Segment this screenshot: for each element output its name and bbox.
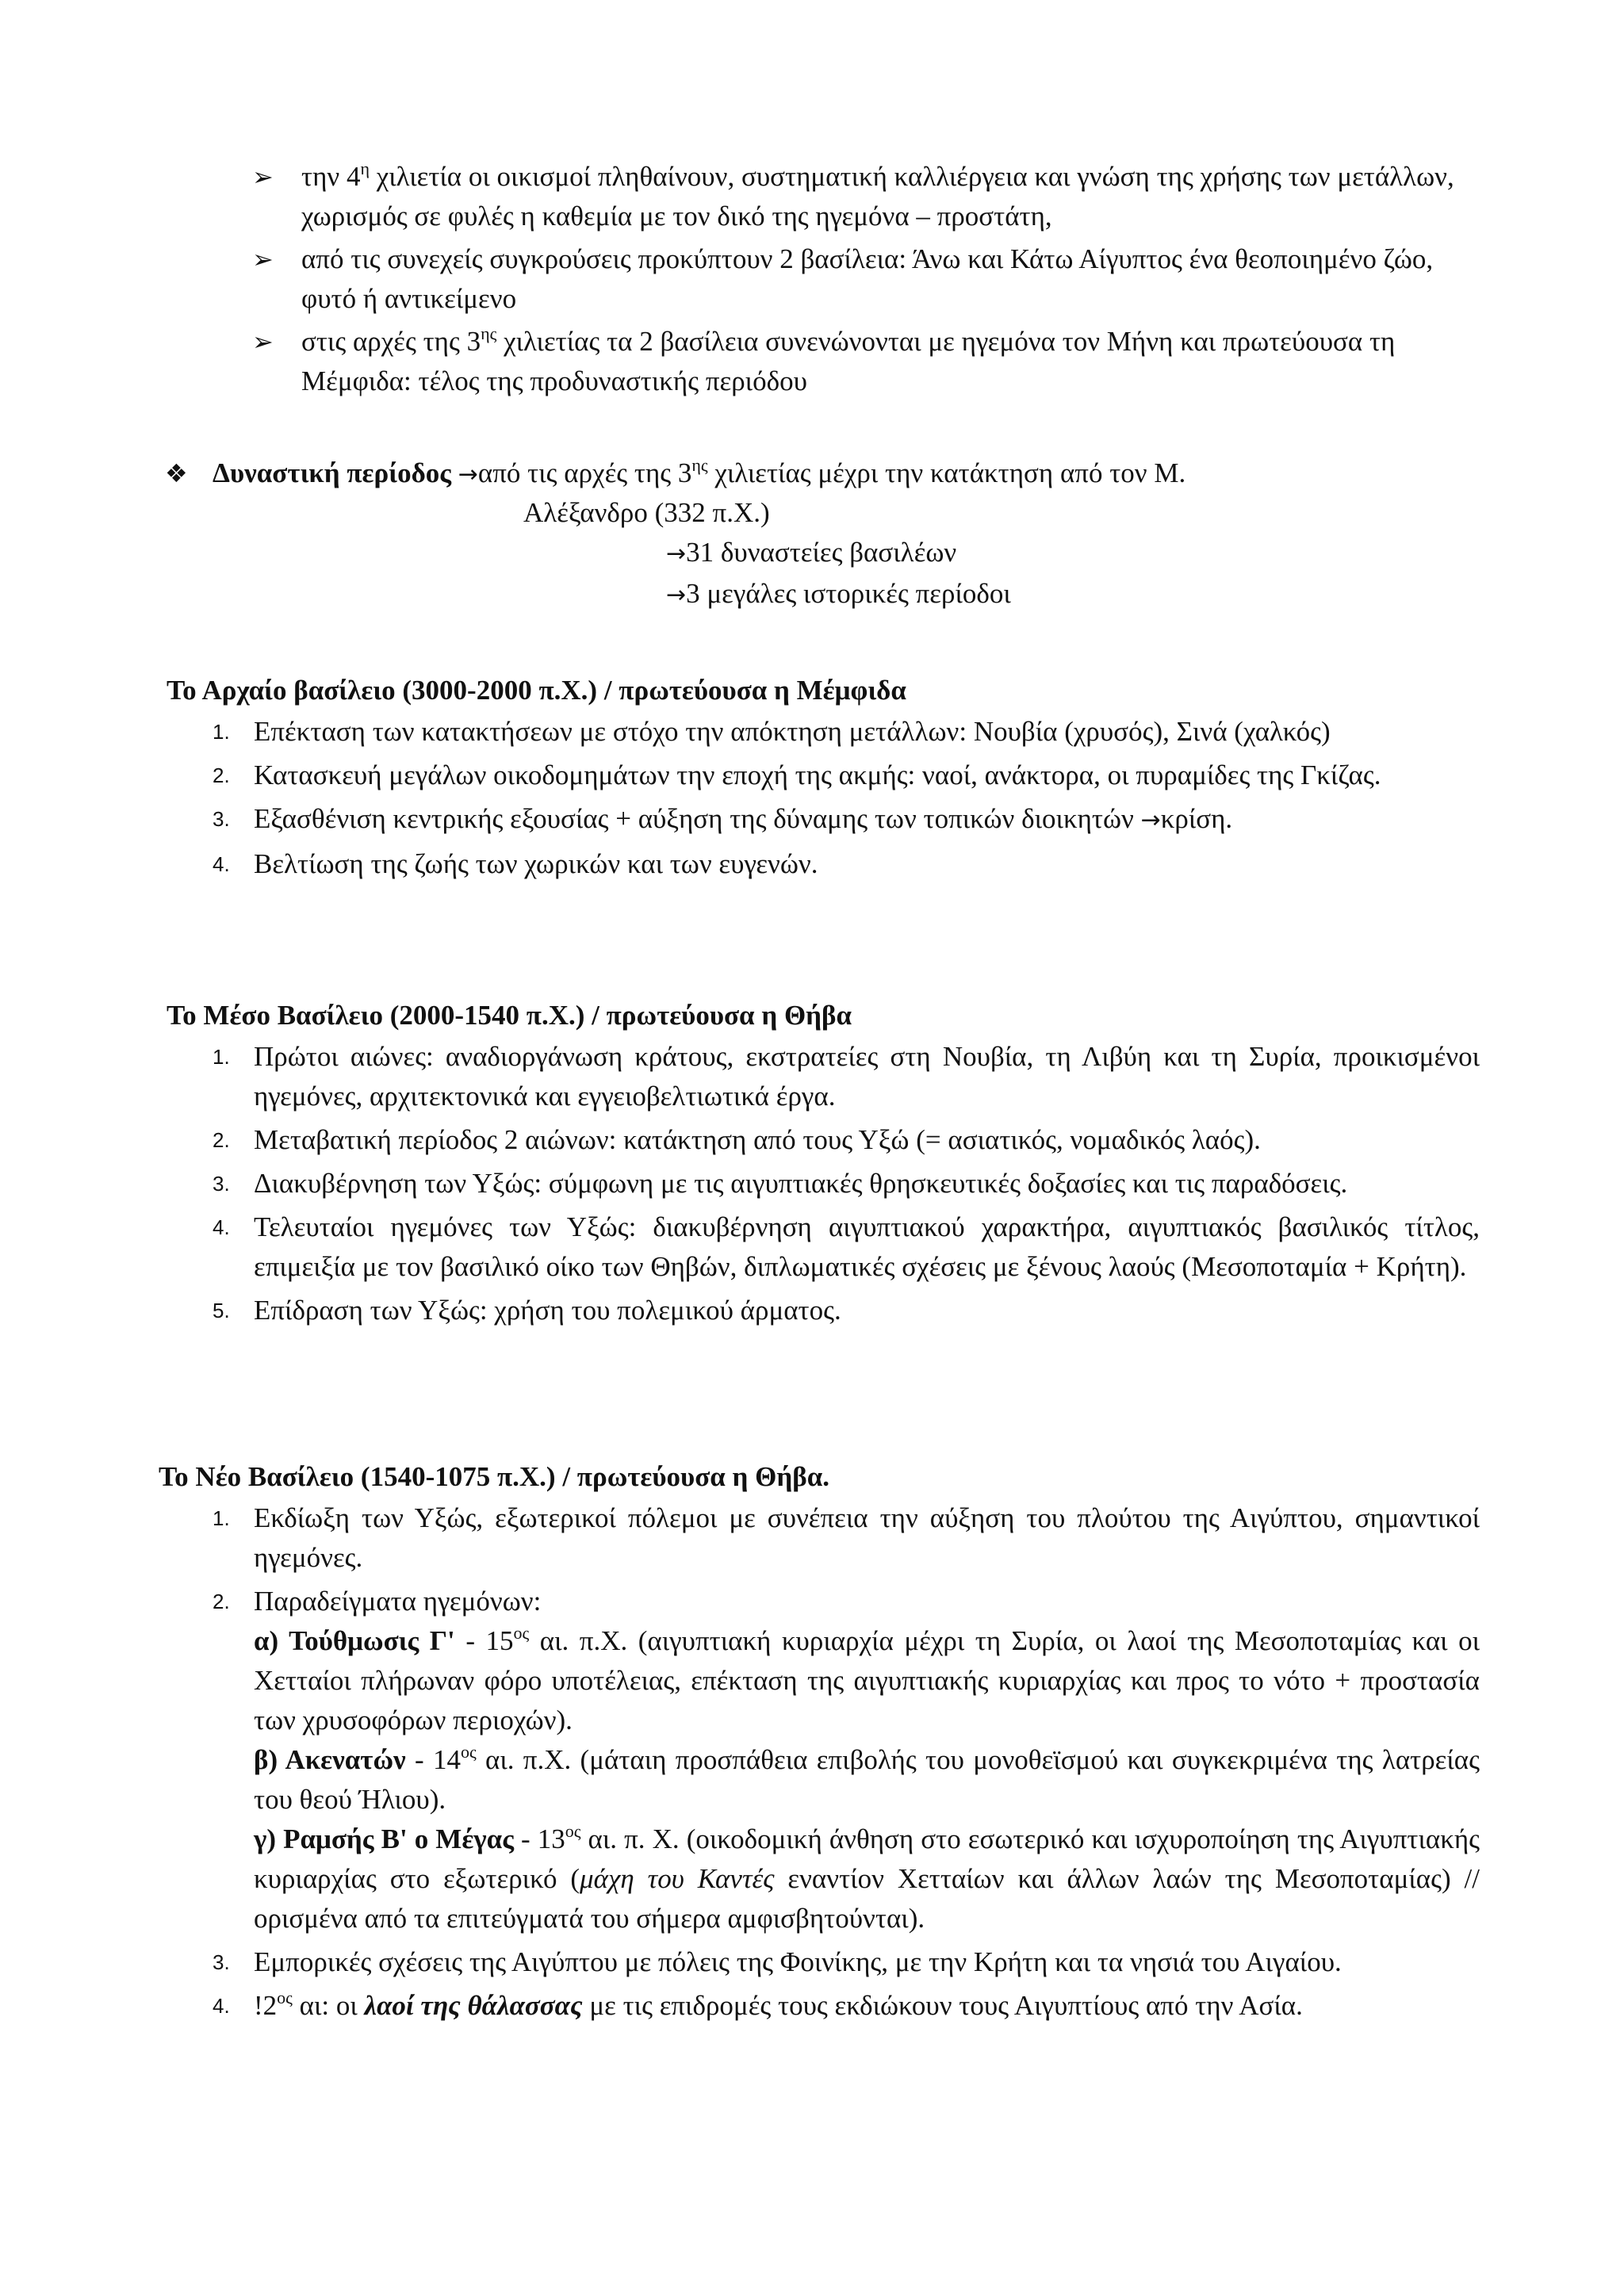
dynastic-line-1	[213, 453, 1185, 495]
list-number: 3.	[213, 1950, 230, 1974]
superscript: ης	[481, 323, 497, 343]
ruler-name: α) Τούθμωσις Γ'	[254, 1625, 455, 1656]
list-text: Πρώτοι αιώνες: αναδιοργάνωση κράτους, εκστρατείες στη Νουβία, τη Λιβύη και τη Συρία, προικισμένοι ηγεμόνες, αρχιτεκτονικά και εγγειοβελτιωτικά έργα.	[254, 1041, 1480, 1112]
superscript: ος	[277, 1988, 293, 2007]
ruler-thutmose	[254, 1621, 1480, 1740]
list-number: 1.	[213, 1506, 230, 1530]
intro-bullet-list	[252, 157, 1489, 404]
list-text: Βελτίωση της ζωής των χωρικών και των ευγενών.	[254, 848, 818, 879]
dynastic-title: Δυναστική περίοδος	[213, 457, 458, 488]
list-item	[213, 1498, 1480, 1578]
list-text: Διακυβέρνηση των Υξώς: σύμφωνη με τις αιγυπτιακές θρησκευτικές δοξασίες και τις παραδόσεις.	[254, 1168, 1348, 1199]
list-item	[213, 1207, 1480, 1287]
list-number: 5.	[213, 1299, 230, 1322]
section-heading: Το Μέσο Βασίλειο (2000-1540 π.Χ.) / πρωτεύουσα η Θήβα	[167, 1000, 852, 1031]
list-number: 4.	[213, 852, 230, 876]
dynastic-text: από τις αρχές της 3	[477, 457, 692, 488]
dynastic-text: 3 μεγάλες ιστορικές περίοδοι	[686, 578, 1011, 609]
list-item	[213, 1037, 1480, 1116]
list-text: Εμπορικές σχέσεις της Αιγύπτου με πόλεις της Φοινίκης, με την Κρήτη και τα νησιά του Αιγαίου.	[254, 1946, 1342, 1977]
superscript: ης	[691, 455, 708, 475]
list-item	[213, 1986, 1480, 2026]
arrow-bullet-icon: ➢	[252, 327, 274, 357]
superscript: ος	[565, 1821, 581, 1841]
list-text: Εξασθένιση κεντρικής εξουσίας + αύξηση της δύναμης των τοπικών διοικητών	[254, 803, 1141, 834]
list-number: 4.	[213, 1994, 230, 2018]
list-text: αι: οι	[292, 1990, 365, 2021]
list-item	[213, 1164, 1480, 1203]
intro-bullet	[252, 322, 1489, 401]
ruler-text: αι. π.Χ. (μάταιη προσπάθεια επιβολής του μονοθεϊσμού και συγκεκριμένα της λατρείας του θεού Ήλιου).	[254, 1744, 1480, 1815]
list-item	[213, 1291, 1480, 1330]
ruler-text: αι. π.Χ. (αιγυπτιακή κυριαρχία μέχρι τη Συρία, οι λαοί της Μεσοποταμίας και οι Χετταίοι πλήρωναν φόρο υποτέλειας, επέκταση της αιγυπτιακής κυριαρχίας και προς το νότο + προστασία των χρυσοφόρων περιοχών).	[254, 1625, 1480, 1735]
list-text: Τελευταίοι ηγεμόνες των Υξώς: διακυβέρνηση αιγυπτιακού χαρακτήρα, αιγυπτιακός βασιλικός τίτλος, επιμειξία με τον βασιλικό οίκο των Θηβών, διπλωματικές σχέσεις με ξένους λαούς (Μεσοποταμία + Κρήτη).	[254, 1211, 1480, 1282]
list-text: Επίδραση των Υξώς: χρήση του πολεμικού άρματος.	[254, 1295, 841, 1326]
list-number: 4.	[213, 1215, 230, 1239]
arrow-bullet-icon: ➢	[252, 162, 274, 192]
dynastic-text: Αλέξανδρο (332 π.Χ.)	[523, 497, 770, 528]
numbered-list	[213, 712, 1480, 888]
list-item	[213, 844, 1480, 884]
list-number: 3.	[213, 807, 230, 831]
list-text: με τις επιδρομές τους εκδιώκουν τους Αιγυπτίους από την Ασία.	[582, 1990, 1303, 2021]
right-arrow-icon: →	[666, 581, 687, 609]
list-text: Εκδίωξη των Υξώς, εξωτερικοί πόλεμοι με συνέπεια την αύξηση του πλούτου της Αιγύπτου, σημαντικοί ηγεμόνες.	[254, 1502, 1480, 1573]
ruler-text: αι. π. Χ. (οικοδομική άνθηση στο εσωτερικό και ισχυροποίηση της Αιγυπτιακής κυριαρχίας στο εξωτερικό (	[254, 1823, 1480, 1894]
list-text: !2	[254, 1990, 278, 2021]
ruler-name: β) Ακενατών	[254, 1744, 406, 1775]
numbered-list	[213, 1498, 1480, 2030]
right-arrow-icon: →	[1140, 806, 1161, 834]
intro-bullet	[252, 239, 1489, 319]
list-item	[213, 1942, 1480, 1982]
ruler-text: - 15	[454, 1625, 514, 1656]
dynastic-line-4	[666, 574, 1011, 615]
right-arrow-icon: →	[458, 461, 478, 488]
list-text: Επέκταση των κατακτήσεων με στόχο την απόκτηση μετάλλων: Νουβία (χρυσός), Σινά (χαλκός)	[254, 716, 1331, 747]
ruler-name: γ) Ραμσής Β' ο Μέγας	[254, 1823, 514, 1854]
battle-name: μάχη του Καντές	[580, 1863, 775, 1894]
superscript: ος	[513, 1623, 530, 1643]
list-text: κρίση.	[1160, 803, 1233, 834]
dynastic-line-3	[666, 533, 956, 574]
bullet-text: χιλιετία οι οικισμοί πληθαίνουν, συστηματική καλλιέργεια και γνώση της χρήσης των μετάλλων, χωρισμός σε φυλές η καθεμία με τον δικό της ηγεμόνα – προστάτη,	[301, 161, 1454, 232]
list-text: Κατασκευή μεγάλων οικοδομημάτων την εποχή της ακμής: ναοί, ανάκτορα, οι πυραμίδες της Γκίζας.	[254, 760, 1381, 790]
list-number: 1.	[213, 720, 230, 744]
list-item	[213, 799, 1480, 840]
list-item	[213, 712, 1480, 752]
list-number: 2.	[213, 1128, 230, 1152]
ruler-akhenaten	[254, 1740, 1480, 1820]
bullet-text: χιλιετίας τα 2 βασίλεια συνενώνονται με ηγεμόνα τον Μήνη και πρωτεύουσα τη Μέμφιδα: τέλος της προδυναστικής περιόδου	[301, 326, 1396, 396]
list-number: 2.	[213, 1590, 230, 1613]
superscript: η	[360, 159, 370, 178]
section-heading: Το Νέο Βασίλειο (1540-1075 π.Χ.) / πρωτεύουσα η Θήβα.	[159, 1461, 829, 1492]
list-text: Μεταβατική περίοδος 2 αιώνων: κατάκτηση από τους Υξώ (= ασιατικός, νομαδικός λαός).	[254, 1124, 1261, 1155]
dynastic-text: 31 δυναστείες βασιλέων	[686, 537, 957, 568]
right-arrow-icon: →	[666, 540, 687, 568]
dynastic-text: χιλιετίας μέχρι την κατάκτηση από τον Μ.	[707, 457, 1186, 488]
ruler-text: - 13	[513, 1823, 565, 1854]
section-heading: Το Αρχαίο βασίλειο (3000-2000 π.Χ.) / πρωτεύουσα η Μέμφιδα	[167, 675, 906, 706]
dynastic-line-2	[523, 493, 770, 533]
ruler-text: - 14	[405, 1744, 461, 1775]
ruler-ramesses	[254, 1820, 1480, 1938]
diamond-bullet-icon: ❖	[165, 458, 188, 488]
list-item	[213, 1582, 1480, 1938]
bullet-text: στις αρχές της 3	[301, 326, 481, 357]
numbered-list	[213, 1037, 1480, 1334]
superscript: ος	[460, 1742, 477, 1762]
list-number: 1.	[213, 1045, 230, 1069]
bullet-text: την 4	[301, 161, 361, 192]
list-item	[213, 756, 1480, 795]
ruler-text: εναντίον Χετταίων και άλλων λαών της Μεσοποταμίας) // ορισμένα από τα επιτεύγματά του σήμερα αμφισβητούνται).	[254, 1863, 1480, 1934]
bullet-text: από τις συνεχείς συγκρούσεις προκύπτουν 2 βασίλεια: Άνω και Κάτω Αίγυπτος ένα θεοποιημένο ζώο, φυτό ή αντικείμενο	[301, 243, 1434, 314]
list-number: 2.	[213, 763, 230, 787]
intro-bullet	[252, 157, 1489, 236]
list-number: 3.	[213, 1172, 230, 1196]
list-item	[213, 1120, 1480, 1160]
sea-peoples-term: λαοί της θάλασσας	[364, 1990, 583, 2021]
list-text: Παραδείγματα ηγεμόνων:	[254, 1586, 542, 1617]
arrow-bullet-icon: ➢	[252, 244, 274, 274]
